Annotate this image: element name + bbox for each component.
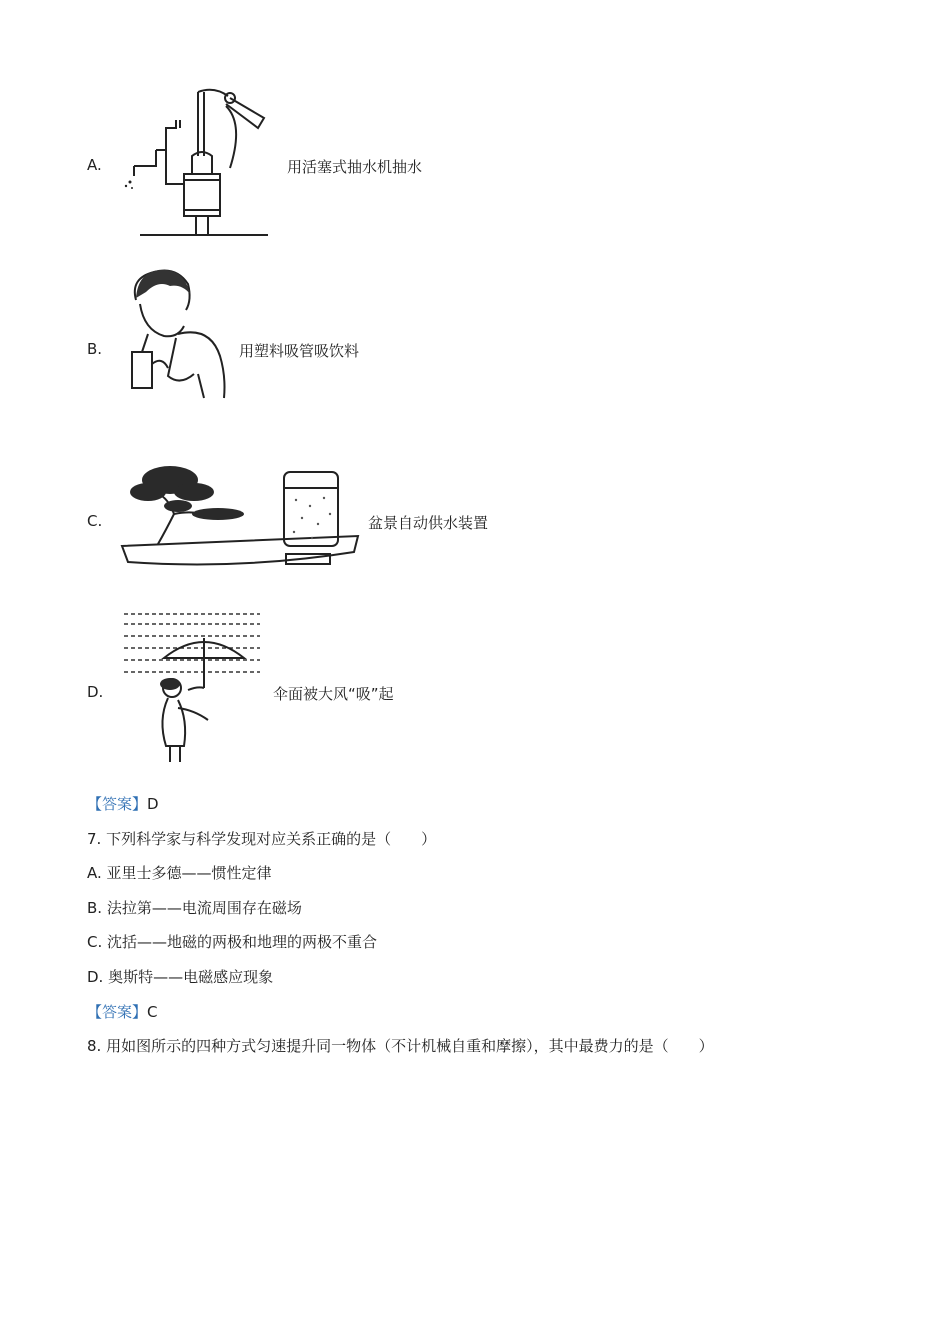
q7-option-d: D. 奥斯特——电磁感应现象: [87, 968, 274, 986]
option-b-letter: B.: [87, 340, 103, 358]
q7-option-b: B. 法拉第——电流周围存在磁场: [87, 899, 302, 917]
bonsai-water-supply-figure: [118, 458, 362, 570]
answer-7: [87, 1001, 158, 1022]
option-c-letter: C.: [87, 512, 103, 530]
answer-tag: 【答案】: [87, 795, 148, 813]
question-8-stem: 8. 用如图所示的四种方式匀速提升同一物体（不计机械自重和摩擦），其中最费力的是（ ）: [87, 1037, 714, 1055]
option-a-caption: 用活塞式抽水机抽水: [287, 158, 423, 176]
answer-value: D: [147, 795, 159, 813]
option-d-caption: 伞面被大风“吸”起: [273, 685, 394, 703]
option-d-letter: D.: [87, 683, 104, 701]
option-b-caption: 用塑料吸管吸饮料: [239, 342, 360, 360]
boy-drinking-straw-figure: [118, 264, 232, 402]
umbrella-wind-figure: [118, 608, 264, 768]
answer-6: [87, 793, 159, 814]
option-a-letter: A.: [87, 156, 102, 174]
option-c-caption: 盆景自动供水装置: [368, 514, 489, 532]
q7-option-c: C. 沈括——地磁的两极和地理的两极不重合: [87, 933, 378, 951]
q7-option-a: A. 亚里士多德——惯性定律: [87, 864, 272, 882]
answer-value: C: [147, 1003, 158, 1021]
answer-tag: 【答案】: [87, 1003, 148, 1021]
question-7-stem: 7. 下列科学家与科学发现对应关系正确的是（ ）: [87, 830, 437, 848]
hand-pump-figure: [118, 84, 276, 244]
